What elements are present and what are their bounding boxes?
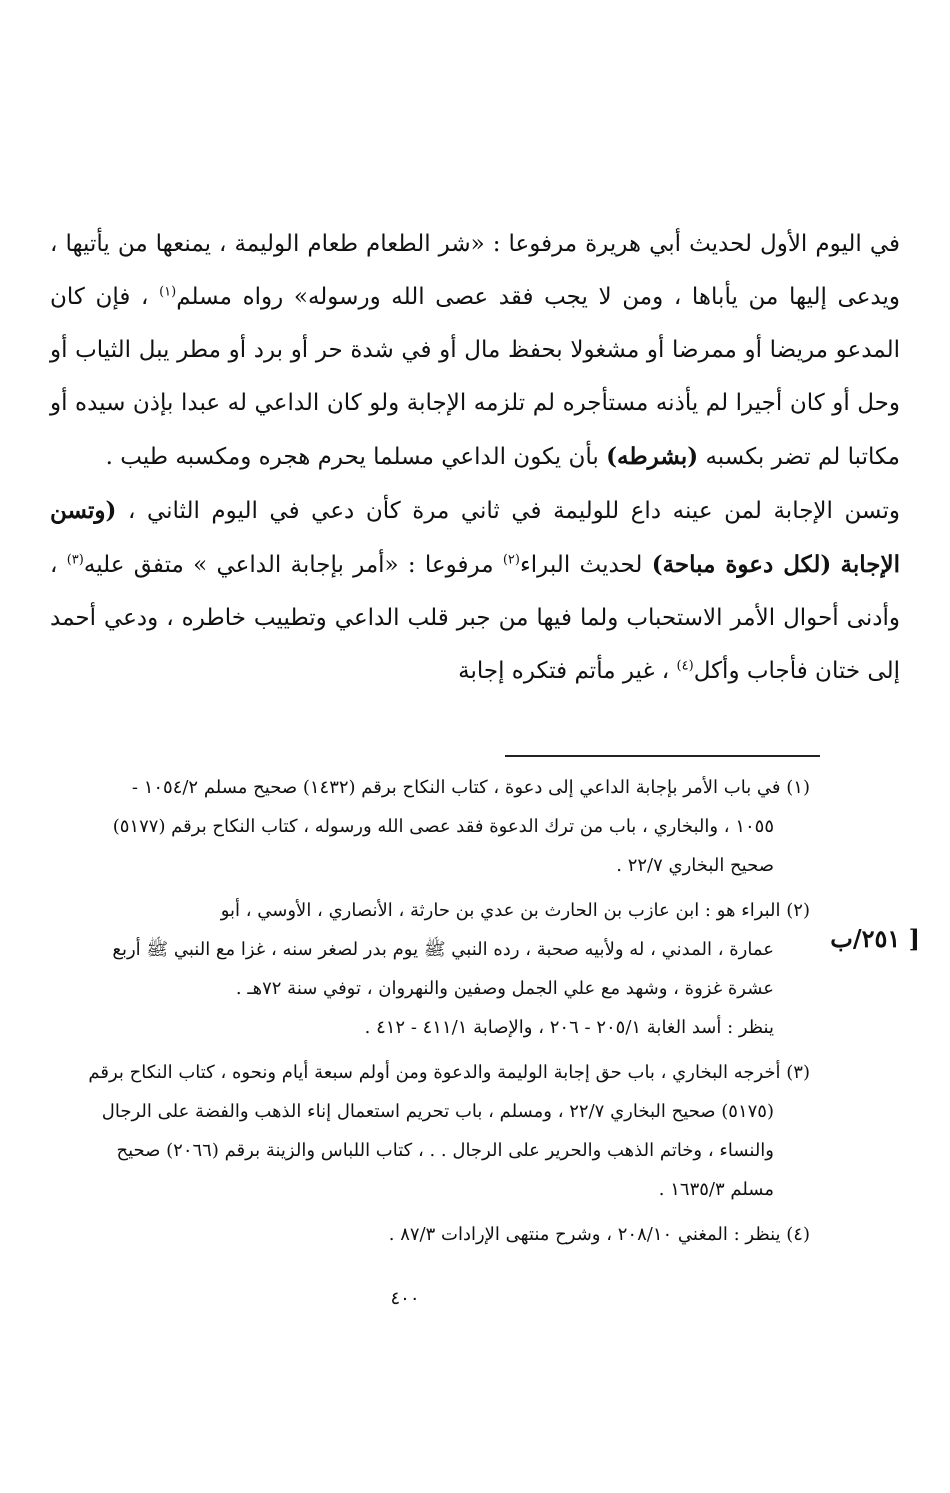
footnote-divider — [505, 755, 820, 757]
footnote-ref-1: (١) — [159, 284, 177, 300]
paragraph-2-mid: لحديث البراء — [519, 552, 643, 578]
paragraph-1-cont: ، فإن كان المدعو مريضا أو ممرضا أو مشغولا بحفظ مال أو في شدة حر أو برد أو مطر يبل الثياب أو وحل أو كان أجيرا لم يأذنه مستأجره لم تلزمه الإجابة ولو كان الداعي له عبدا بإذن سيده أو مكاتبا لم تضر بكسبه — [50, 284, 900, 470]
footnote-1-line-3: صحيح البخاري ٢٢/٧ . — [616, 855, 774, 876]
footnote-1-line-1: (١) في باب الأمر بإجابة الداعي إلى دعوة ، كتاب النكاح برقم (١٤٣٢) صحيح مسلم ١٠٥٤/٢ - — [131, 777, 810, 798]
footnote-3-line-1: (٣) أخرجه البخاري ، باب حق إجابة الوليمة والدعوة ومن أولم سبعة أيام ونحوه ، كتاب النكاح برقم — [88, 1062, 810, 1083]
margin-folio-reference: [ ٢٥١/ب — [830, 924, 920, 953]
paragraph-2-end: ، غير مأتم فتكره إجابة — [458, 658, 670, 684]
main-text — [50, 218, 900, 698]
paragraph-1-end: بأن يكون الداعي مسلما يحرم هجره ومكسبه طيب . — [105, 444, 599, 470]
footnotes — [50, 768, 810, 1260]
paragraph-2 — [50, 484, 900, 698]
footnote-4 — [50, 1215, 810, 1254]
footnote-ref-2: (٢) — [502, 552, 520, 568]
paragraph-2-mid-2: مرفوعا : «أمر بإجابة الداعي » متفق عليه — [83, 552, 494, 578]
paragraph-2-bold-2: (لكل دعوة مباحة) — [651, 551, 832, 578]
footnote-2-line-1: (٢) البراء هو : ابن عازب بن الحارث بن عدي بن حارثة ، الأنصاري ، الأوسي ، أبو — [220, 900, 810, 921]
paragraph-1-bold: (بشرطه) — [606, 443, 699, 470]
paragraph-2-bold-1: (وتسن الإجابة — [50, 497, 900, 578]
paragraph-1 — [50, 218, 900, 484]
paragraph-2-mid-3: ، وأدنى أحوال الأمر الاستحباب ولما فيها من جبر قلب الداعي وتطييب خاطره ، ودعي أحمد إلى ختان فأجاب وأكل — [50, 552, 900, 684]
paragraph-2-start: وتسن الإجابة لمن عينه داع للوليمة في ثاني مرة كأن دعي في اليوم الثاني ، — [127, 498, 901, 524]
footnote-2-line-2: عمارة ، المدني ، له ولأبيه صحبة ، رده النبي ﷺ يوم بدر لصغر سنه ، غزا مع النبي ﷺ أربع — [112, 939, 774, 960]
footnote-ref-3: (٣) — [66, 552, 84, 568]
footnote-2-line-3: عشرة غزوة ، وشهد مع علي الجمل وصفين والنهروان ، توفي سنة ٧٢هـ . — [235, 978, 774, 999]
footnote-2-line-4: ينظر : أسد الغابة ٢٠٥/١ - ٢٠٦ ، والإصابة ٤١١/١ - ٤١٢ . — [364, 1017, 774, 1038]
footnote-3 — [50, 1053, 810, 1209]
footnote-ref-4: (٤) — [676, 658, 694, 674]
page-number: ٤٠٠ — [390, 1288, 420, 1309]
footnote-1 — [50, 768, 810, 885]
footnote-3-line-4: مسلم ١٦٣٥/٣ . — [658, 1179, 774, 1200]
footnote-3-line-3: والنساء ، وخاتم الذهب والحرير على الرجال . . ، كتاب اللباس والزينة برقم (٢٠٦٦) صحيح — [116, 1140, 774, 1161]
paragraph-1-start: في اليوم الأول لحديث أبي هريرة مرفوعا : «شر الطعام طعام الوليمة ، يمنعها من يأتيها ، ويدعى إليها من يأباها ، ومن لا يجب فقد عصى الله ورسوله» رواه مسلم — [50, 231, 901, 310]
footnote-2 — [50, 891, 810, 1047]
footnote-3-line-2: (٥١٧٥) صحيح البخاري ٢٢/٧ ، ومسلم ، باب تحريم استعمال إناء الذهب والفضة على الرجال — [101, 1101, 774, 1122]
footnote-1-line-2: ١٠٥٥ ، والبخاري ، باب من ترك الدعوة فقد عصى الله ورسوله ، كتاب النكاح برقم (٥١٧٧) — [112, 816, 774, 837]
footnote-4-line-1: (٤) ينظر : المغني ٢٠٨/١٠ ، وشرح منتهى الإرادات ٨٧/٣ . — [388, 1224, 810, 1245]
